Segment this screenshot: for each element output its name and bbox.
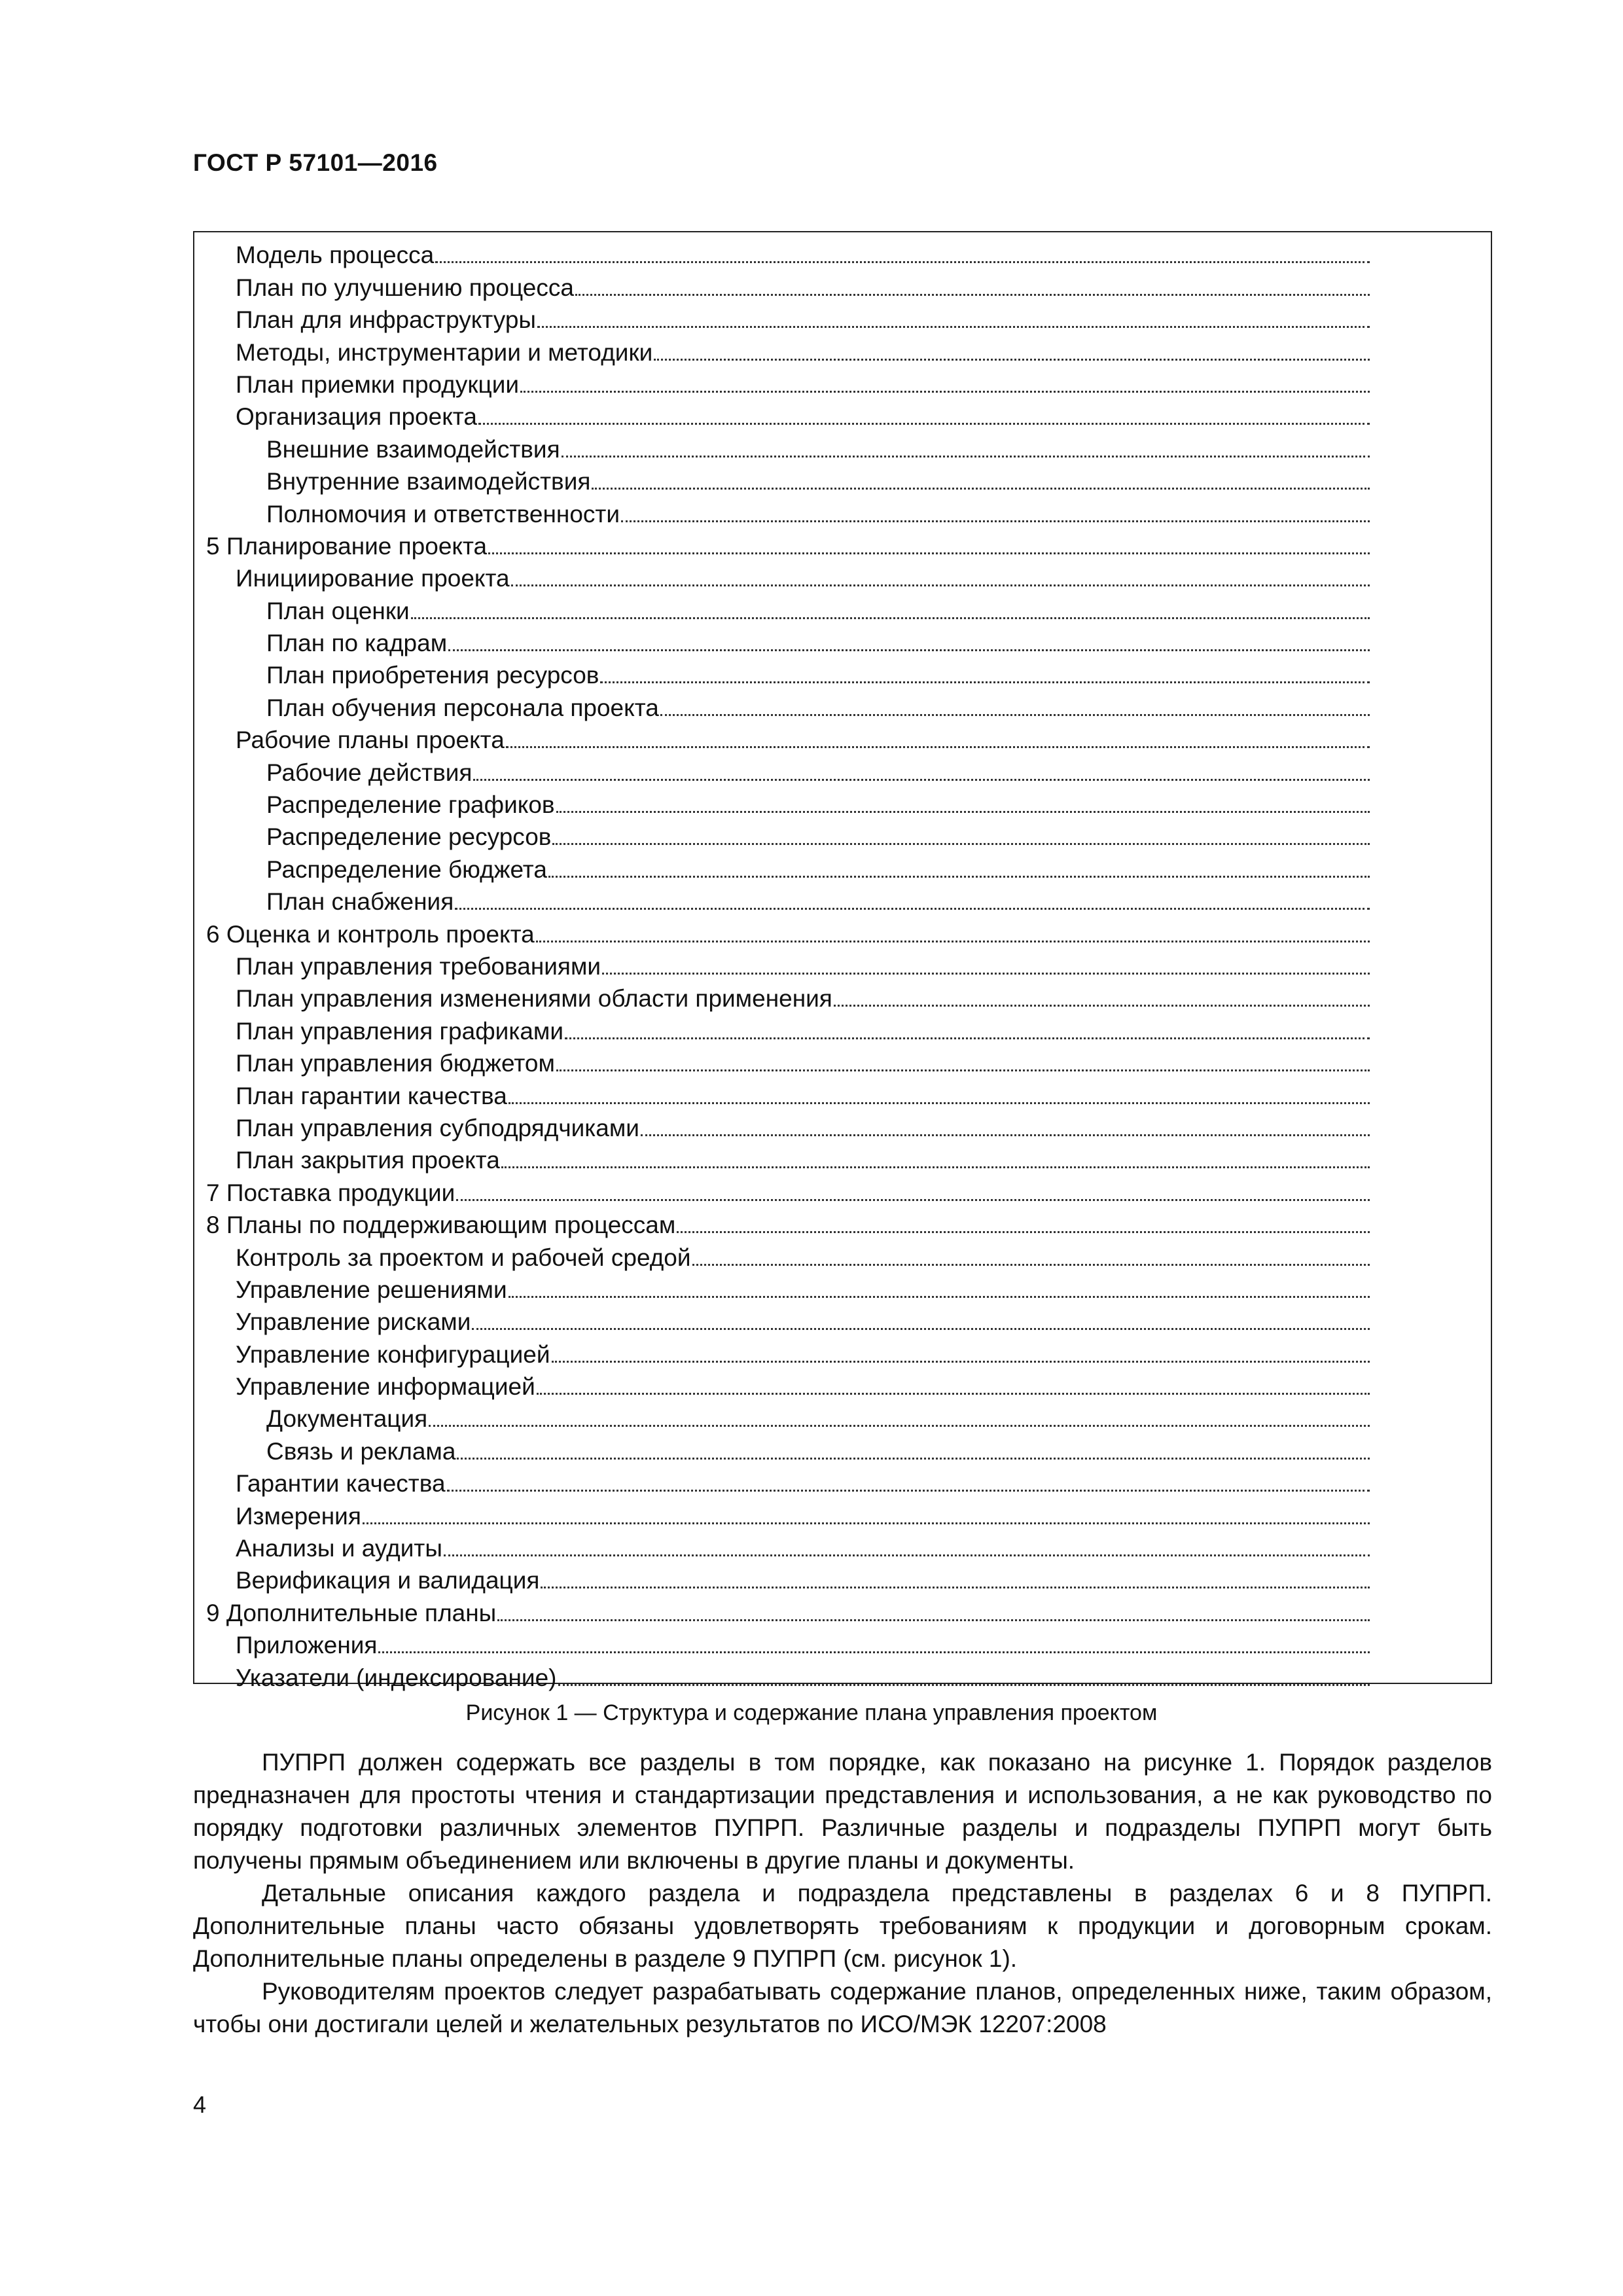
toc-entry — [194, 821, 1491, 853]
dot-leader — [537, 326, 1370, 328]
dot-leader — [565, 1037, 1370, 1039]
toc-entry — [194, 1629, 1491, 1661]
toc-entry — [194, 562, 1491, 594]
dot-leader — [501, 1166, 1370, 1168]
toc-entry — [194, 627, 1491, 659]
toc-entry — [194, 368, 1491, 401]
toc-entry-text: Управление рисками — [236, 1308, 471, 1336]
toc-entry-text: План управления графиками — [236, 1017, 563, 1045]
toc-entry-text: Распределение графиков — [266, 791, 555, 819]
toc-entry — [194, 789, 1491, 821]
dot-leader — [472, 1328, 1370, 1330]
dot-leader — [641, 1134, 1370, 1136]
toc-entry — [194, 691, 1491, 723]
toc-entry — [194, 756, 1491, 788]
toc-entry — [194, 1014, 1491, 1047]
dot-leader — [511, 584, 1370, 586]
toc-entry — [194, 594, 1491, 626]
dot-leader — [556, 811, 1370, 813]
dot-leader — [456, 1199, 1370, 1201]
toc-entry — [194, 336, 1491, 368]
toc-entry-text: Распределение ресурсов — [266, 823, 552, 851]
dot-leader — [429, 1425, 1370, 1427]
document-code-header: ГОСТ Р 57101—2016 — [193, 149, 438, 176]
toc-entry — [194, 724, 1491, 756]
dot-leader — [660, 714, 1370, 716]
toc-entry-text: Рабочие действия — [266, 759, 473, 786]
toc-entry — [194, 1467, 1491, 1499]
dot-leader — [411, 617, 1370, 619]
toc-entry — [194, 304, 1491, 336]
toc-entry-text: План снабжения — [266, 888, 454, 916]
toc-entry-text: План приобретения ресурсов — [266, 662, 599, 689]
toc-entry — [194, 433, 1491, 465]
toc-entry-text: Контроль за проектом и рабочей средой — [236, 1244, 691, 1271]
dot-leader — [473, 779, 1370, 781]
toc-entry — [194, 1435, 1491, 1467]
toc-entry — [194, 659, 1491, 691]
toc-entry-text: 6 Оценка и контроль проекта — [206, 920, 535, 948]
toc-entry — [194, 1371, 1491, 1403]
toc-entry-text: Верификация и валидация — [236, 1567, 540, 1594]
dot-leader — [537, 1393, 1370, 1395]
toc-entry-text: Распределение бюджета — [266, 855, 547, 883]
dot-leader — [562, 456, 1370, 457]
toc-entry — [194, 1112, 1491, 1144]
toc-entry — [194, 1209, 1491, 1241]
toc-entry-text: План управления бюджетом — [236, 1050, 555, 1077]
dot-leader — [552, 1361, 1370, 1363]
dot-leader — [677, 1231, 1370, 1233]
toc-entry-text: План управления субподрядчиками — [236, 1114, 639, 1141]
toc-entry — [194, 1596, 1491, 1628]
toc-entry — [194, 401, 1491, 433]
dot-leader — [692, 1264, 1370, 1266]
toc-entry-text: План для инфраструктуры — [236, 306, 536, 334]
toc-entry — [194, 1047, 1491, 1079]
dot-leader — [435, 261, 1370, 263]
toc-entry — [194, 1403, 1491, 1435]
toc-entry-text: Указатели (индексирование) — [236, 1664, 557, 1691]
dot-leader — [455, 908, 1370, 910]
toc-entry-text: План обучения персонала проекта — [266, 694, 659, 721]
toc-entry-text: План приемки продукции — [236, 370, 520, 398]
dot-leader — [363, 1522, 1370, 1524]
toc-entry — [194, 1306, 1491, 1338]
toc-entry — [194, 1338, 1491, 1370]
dot-leader — [520, 391, 1370, 393]
figure-toc-box — [193, 231, 1492, 1691]
dot-leader — [457, 1458, 1370, 1460]
toc-entry — [194, 239, 1491, 271]
dot-leader — [621, 520, 1370, 522]
dot-leader — [548, 876, 1370, 878]
toc-entry-text: План оценки — [266, 597, 410, 624]
toc-entry — [194, 1564, 1491, 1596]
toc-entry-text: План закрытия проекта — [236, 1147, 500, 1174]
toc-entry-text: Связь и реклама — [266, 1437, 456, 1465]
toc-entry — [194, 1241, 1491, 1273]
toc-entry — [194, 918, 1491, 950]
dot-leader — [536, 941, 1370, 942]
dot-leader — [592, 488, 1370, 490]
toc-entry-text: План управления изменениями области применения — [236, 985, 832, 1013]
toc-entry-text: Методы, инструментарии и методики — [236, 338, 653, 366]
dot-leader — [602, 973, 1370, 975]
dot-leader — [552, 843, 1370, 845]
paragraph-text: Детальные описания каждого раздела и подраздела представлены в разделах 6 и 8 ПУПРП. Дополнительные планы часто обязаны удовлетворять требованиям к продукции и договорным срокам. Дополнительные планы определены в разделе 9 ПУПРП (см. рисунок 1). — [193, 1880, 1492, 1972]
toc-entry-text: Гарантии качества — [236, 1470, 446, 1498]
toc-entry — [194, 950, 1491, 982]
toc-entry — [194, 1532, 1491, 1564]
toc-entry-text: 8 Планы по поддерживающим процессам — [206, 1211, 676, 1239]
toc-entry — [194, 1079, 1491, 1111]
toc-entry — [194, 853, 1491, 885]
toc-list — [194, 239, 1491, 1694]
toc-entry-text: Внутренние взаимодействия — [266, 468, 591, 495]
toc-entry-text: Организация проекта — [236, 403, 477, 431]
body-paragraph — [193, 1975, 1492, 2041]
toc-entry — [194, 497, 1491, 529]
toc-entry-text: План по улучшению процесса — [236, 274, 574, 301]
toc-entry-text: Внешние взаимодействия — [266, 435, 560, 463]
toc-entry-text: Приложения — [236, 1632, 378, 1659]
toc-entry — [194, 1499, 1491, 1532]
dot-leader — [448, 649, 1370, 651]
dot-leader — [654, 359, 1370, 361]
toc-entry-text: Управление решениями — [236, 1276, 507, 1303]
toc-entry-text: Инициирование проекта — [236, 565, 510, 592]
toc-entry-text: Модель процесса — [236, 242, 435, 269]
paragraph-text: Руководителям проектов следует разрабатывать содержание планов, определенных ниже, таким образом, чтобы они достигали целей и желательных результатов по ИСО/МЭК 12207:2008 — [193, 1978, 1492, 2037]
toc-entry-text: Полномочия и ответственности — [266, 500, 620, 528]
dot-leader — [478, 423, 1370, 425]
dot-leader — [447, 1490, 1370, 1492]
dot-leader — [497, 1619, 1370, 1621]
toc-entry — [194, 1661, 1491, 1693]
paragraph-text: ПУПРП должен содержать все разделы в том порядке, как показано на рисунке 1. Порядок разделов предназначен для простоты чтения и стандартизации представления и использования, а не как руководство по порядку подготовки различных элементов ПУПРП. Различные разделы и подразделы ПУПРП могут быть получены прямым объединением или включены в другие планы и документы. — [193, 1749, 1492, 1874]
body-paragraph — [193, 1877, 1492, 1975]
toc-entry-text: 5 Планирование проекта — [206, 532, 488, 560]
dot-leader — [556, 1069, 1370, 1071]
dot-leader — [508, 1296, 1370, 1298]
dot-leader — [378, 1651, 1370, 1653]
toc-entry-text: Управление конфигурацией — [236, 1340, 550, 1368]
toc-entry — [194, 1144, 1491, 1176]
toc-entry — [194, 1176, 1491, 1208]
toc-entry-text: Документация — [266, 1405, 428, 1433]
page-number: 4 — [193, 2091, 207, 2118]
toc-entry-text: Рабочие планы проекта — [236, 726, 505, 754]
toc-entry-text: Измерения — [236, 1502, 361, 1530]
dot-leader — [558, 1684, 1370, 1686]
dot-leader — [575, 294, 1370, 296]
toc-entry-text: Управление информацией — [236, 1373, 535, 1401]
dot-leader — [600, 681, 1370, 683]
toc-entry-text: 7 Поставка продукции — [206, 1179, 455, 1206]
toc-entry — [194, 271, 1491, 303]
dot-leader — [444, 1554, 1370, 1556]
toc-entry — [194, 886, 1491, 918]
toc-entry-text: Анализы и аудиты — [236, 1535, 442, 1562]
toc-entry — [194, 465, 1491, 497]
dot-leader — [508, 1102, 1370, 1104]
toc-entry-text: План гарантии качества — [236, 1082, 507, 1109]
figure-caption: Рисунок 1 — Структура и содержание плана управления проектом — [465, 1700, 1158, 1725]
dot-leader — [488, 552, 1370, 554]
toc-entry — [194, 1274, 1491, 1306]
body-paragraph — [193, 1746, 1492, 1877]
toc-entry — [194, 982, 1491, 1014]
dot-leader — [506, 746, 1370, 748]
toc-entry — [194, 530, 1491, 562]
toc-entry-text: План по кадрам — [266, 630, 448, 657]
toc-entry-text: 9 Дополнительные планы — [206, 1599, 497, 1626]
dot-leader — [541, 1587, 1370, 1588]
toc-entry-text: План управления требованиями — [236, 952, 601, 980]
dot-leader — [834, 1005, 1370, 1007]
